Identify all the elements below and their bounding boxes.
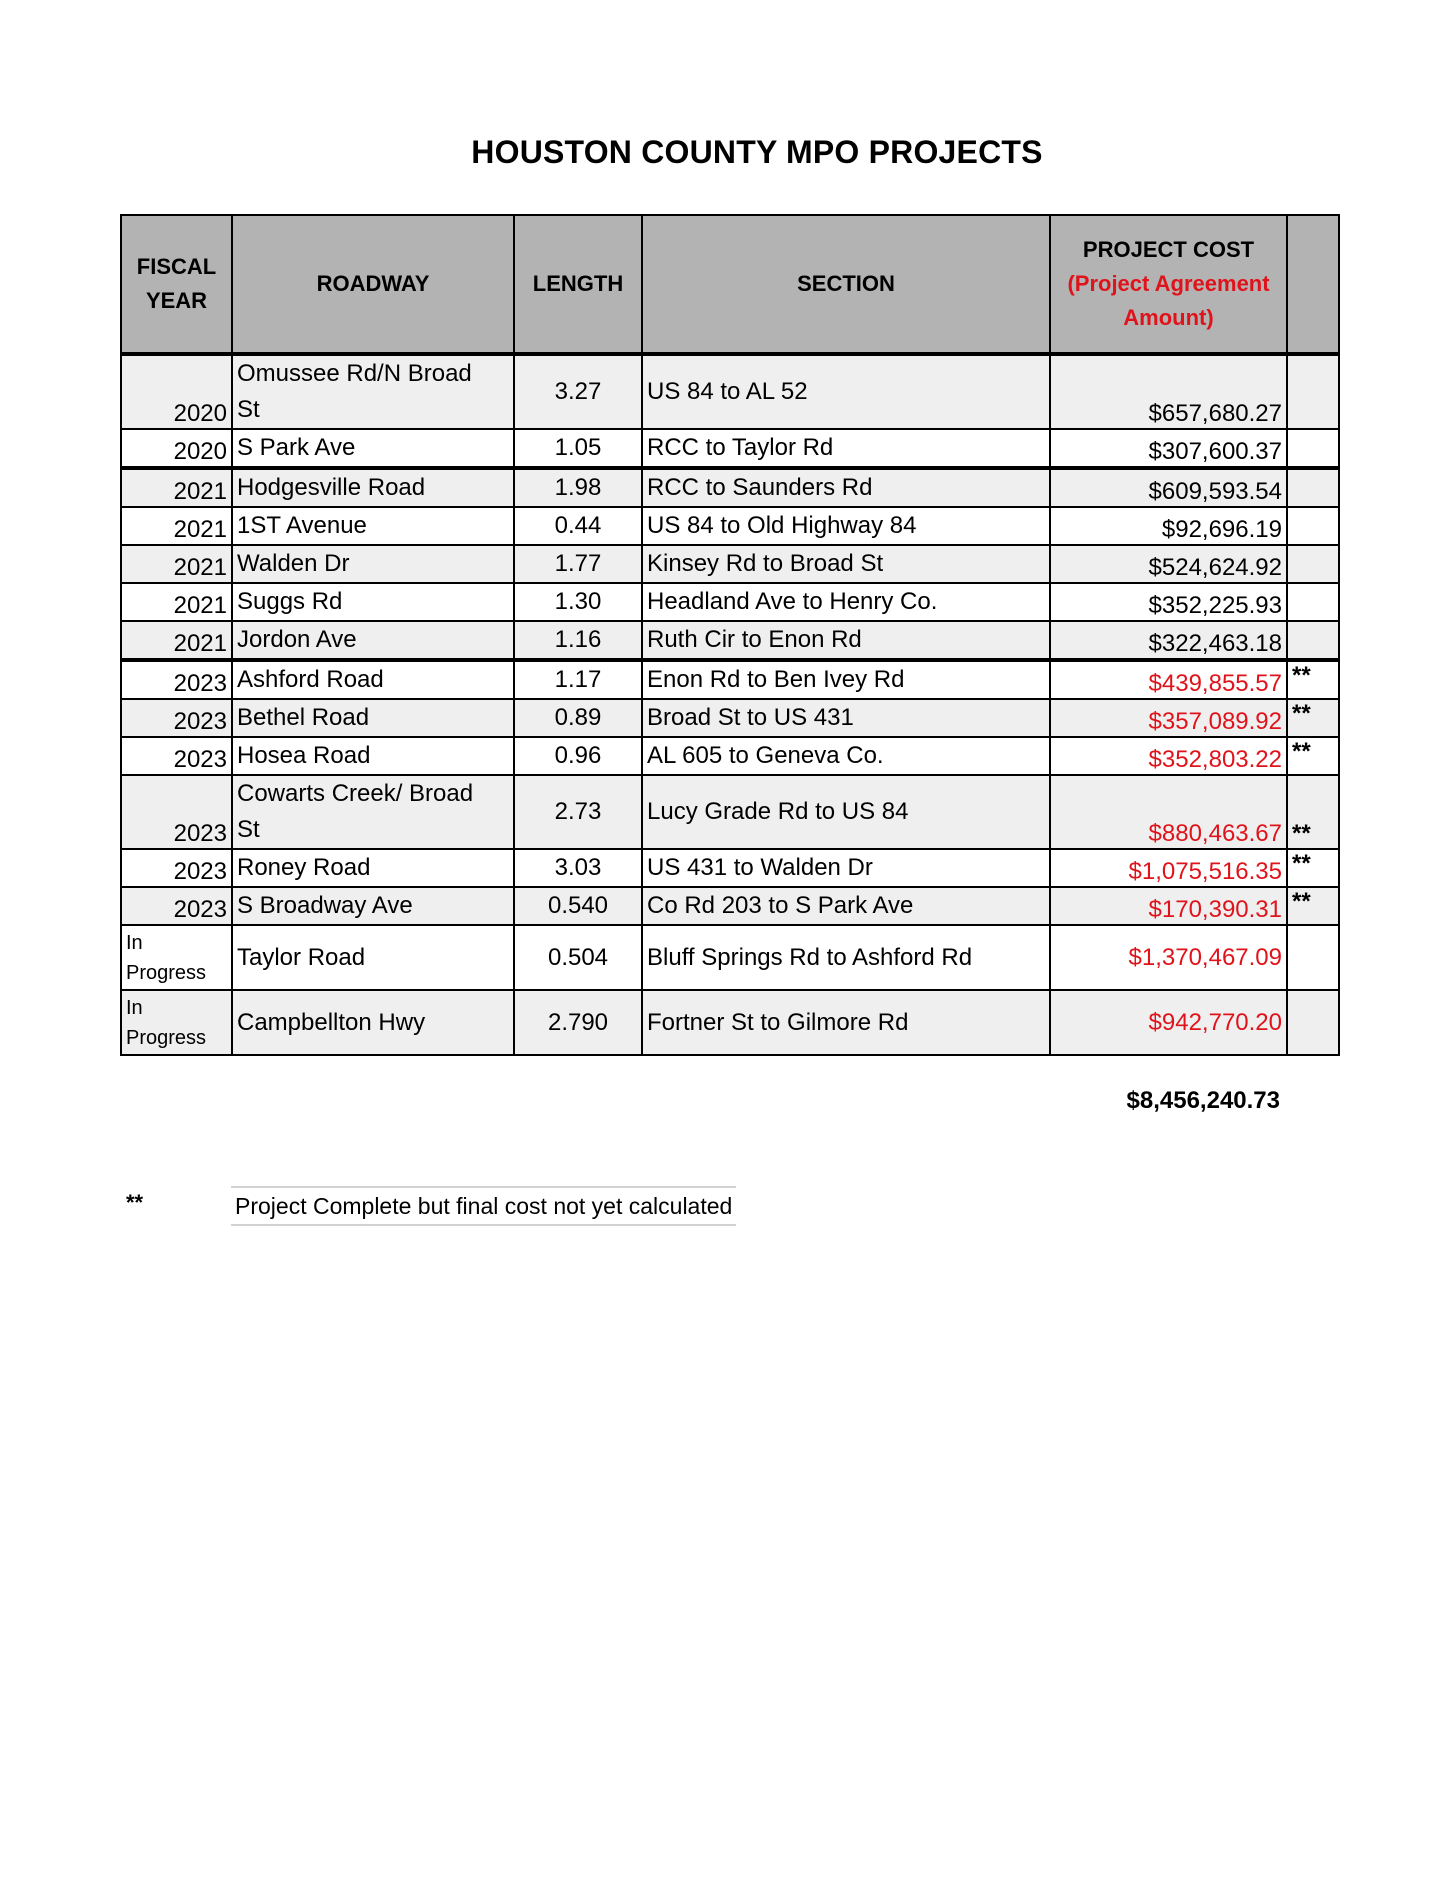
length-cell: 1.16 bbox=[514, 621, 642, 660]
header-fiscal-line1: FISCAL bbox=[136, 254, 217, 279]
fiscal-year-cell: 2021 bbox=[121, 468, 232, 507]
table-row bbox=[121, 507, 1339, 545]
length-cell: 0.540 bbox=[514, 887, 642, 925]
length-cell: 2.73 bbox=[514, 775, 642, 849]
roadway-cell: Jordon Ave bbox=[232, 621, 514, 660]
table-row bbox=[121, 583, 1339, 621]
mark-cell bbox=[1287, 925, 1339, 990]
footnote-text: Project Complete but final cost not yet calculated bbox=[231, 1186, 736, 1226]
roadway-cell bbox=[232, 354, 514, 429]
roadway-line2: St bbox=[237, 396, 260, 423]
total-cost: $8,456,240.73 bbox=[1126, 1087, 1280, 1114]
section-cell: US 84 to Old Highway 84 bbox=[642, 507, 1050, 545]
table-header-row bbox=[121, 215, 1339, 354]
table-row bbox=[121, 887, 1339, 925]
cost-cell: $657,680.27 bbox=[1050, 354, 1287, 429]
roadway-line1: Cowarts Creek/ Broad bbox=[237, 780, 474, 807]
cost-cell: $880,463.67 bbox=[1050, 775, 1287, 849]
section-cell: US 84 to AL 52 bbox=[642, 354, 1050, 429]
cost-cell: $609,593.54 bbox=[1050, 468, 1287, 507]
mark-cell: ** bbox=[1287, 737, 1339, 775]
table-row bbox=[121, 468, 1339, 507]
header-length: LENGTH bbox=[514, 215, 642, 354]
mark-cell: ** bbox=[1287, 775, 1339, 849]
fiscal-year-cell: 2023 bbox=[121, 775, 232, 849]
mark-cell: ** bbox=[1287, 887, 1339, 925]
mark-cell bbox=[1287, 354, 1339, 429]
cost-cell: $92,696.19 bbox=[1050, 507, 1287, 545]
cost-cell: $170,390.31 bbox=[1050, 887, 1287, 925]
fiscal-year-cell: 2023 bbox=[121, 737, 232, 775]
header-section: SECTION bbox=[642, 215, 1050, 354]
length-cell: 1.17 bbox=[514, 660, 642, 699]
fiscal-year-cell: 2023 bbox=[121, 849, 232, 887]
section-cell: Broad St to US 431 bbox=[642, 699, 1050, 737]
table-row bbox=[121, 849, 1339, 887]
cost-cell: $1,075,516.35 bbox=[1050, 849, 1287, 887]
length-cell: 3.03 bbox=[514, 849, 642, 887]
cost-cell: $307,600.37 bbox=[1050, 429, 1287, 468]
mark-cell bbox=[1287, 507, 1339, 545]
table-row bbox=[121, 354, 1339, 429]
fiscal-year-cell: 2020 bbox=[121, 429, 232, 468]
table-row bbox=[121, 621, 1339, 660]
roadway-cell: Taylor Road bbox=[232, 925, 514, 990]
roadway-cell: Bethel Road bbox=[232, 699, 514, 737]
cost-cell: $942,770.20 bbox=[1050, 990, 1287, 1055]
length-cell: 0.89 bbox=[514, 699, 642, 737]
section-cell: RCC to Saunders Rd bbox=[642, 468, 1050, 507]
table-row bbox=[121, 545, 1339, 583]
header-roadway: ROADWAY bbox=[232, 215, 514, 354]
cost-cell: $352,803.22 bbox=[1050, 737, 1287, 775]
section-cell: Enon Rd to Ben Ivey Rd bbox=[642, 660, 1050, 699]
cost-cell: $322,463.18 bbox=[1050, 621, 1287, 660]
header-project-cost bbox=[1050, 215, 1287, 354]
fiscal-year-line2: Progress bbox=[126, 1026, 207, 1049]
projects-table bbox=[120, 214, 1340, 1056]
fiscal-year-cell: 2021 bbox=[121, 507, 232, 545]
section-cell: Kinsey Rd to Broad St bbox=[642, 545, 1050, 583]
mark-cell bbox=[1287, 990, 1339, 1055]
roadway-line2: St bbox=[237, 816, 260, 843]
cost-cell: $357,089.92 bbox=[1050, 699, 1287, 737]
footnote-mark: ** bbox=[126, 1190, 144, 1215]
roadway-cell bbox=[232, 775, 514, 849]
table-row bbox=[121, 925, 1339, 990]
header-fiscal-year bbox=[121, 215, 232, 354]
cost-cell: $1,370,467.09 bbox=[1050, 925, 1287, 990]
roadway-line1: Omussee Rd/N Broad bbox=[237, 360, 472, 387]
section-cell: Ruth Cir to Enon Rd bbox=[642, 621, 1050, 660]
mark-cell bbox=[1287, 621, 1339, 660]
length-cell: 0.96 bbox=[514, 737, 642, 775]
roadway-cell: Hodgesville Road bbox=[232, 468, 514, 507]
roadway-cell: Roney Road bbox=[232, 849, 514, 887]
table-row bbox=[121, 737, 1339, 775]
section-cell: AL 605 to Geneva Co. bbox=[642, 737, 1050, 775]
table-row bbox=[121, 775, 1339, 849]
mark-cell bbox=[1287, 429, 1339, 468]
fiscal-year-cell bbox=[121, 925, 232, 990]
roadway-cell: S Park Ave bbox=[232, 429, 514, 468]
cost-cell: $524,624.92 bbox=[1050, 545, 1287, 583]
length-cell: 1.98 bbox=[514, 468, 642, 507]
header-cost-line1: PROJECT COST bbox=[1082, 237, 1255, 262]
fiscal-year-cell: 2023 bbox=[121, 699, 232, 737]
table-row bbox=[121, 990, 1339, 1055]
section-cell: US 431 to Walden Dr bbox=[642, 849, 1050, 887]
fiscal-year-cell: 2020 bbox=[121, 354, 232, 429]
section-cell: Bluff Springs Rd to Ashford Rd bbox=[642, 925, 1050, 990]
length-cell: 2.790 bbox=[514, 990, 642, 1055]
header-cost-line3: Amount) bbox=[1123, 305, 1214, 330]
section-cell: Headland Ave to Henry Co. bbox=[642, 583, 1050, 621]
fiscal-year-line2: Progress bbox=[126, 961, 207, 984]
roadway-cell: 1ST Avenue bbox=[232, 507, 514, 545]
length-cell: 3.27 bbox=[514, 354, 642, 429]
roadway-cell: Campbellton Hwy bbox=[232, 990, 514, 1055]
length-cell: 0.504 bbox=[514, 925, 642, 990]
roadway-cell: S Broadway Ave bbox=[232, 887, 514, 925]
roadway-cell: Walden Dr bbox=[232, 545, 514, 583]
table-row bbox=[121, 699, 1339, 737]
mark-cell bbox=[1287, 583, 1339, 621]
roadway-cell: Ashford Road bbox=[232, 660, 514, 699]
header-mark bbox=[1287, 215, 1339, 354]
mark-cell bbox=[1287, 545, 1339, 583]
roadway-cell: Suggs Rd bbox=[232, 583, 514, 621]
table-row bbox=[121, 660, 1339, 699]
fiscal-year-line1: In bbox=[126, 996, 143, 1019]
fiscal-year-cell: 2021 bbox=[121, 621, 232, 660]
fiscal-year-cell bbox=[121, 990, 232, 1055]
page-title: HOUSTON COUNTY MPO PROJECTS bbox=[471, 134, 1043, 170]
mark-cell bbox=[1287, 468, 1339, 507]
mark-cell: ** bbox=[1287, 660, 1339, 699]
table-row bbox=[121, 429, 1339, 468]
length-cell: 0.44 bbox=[514, 507, 642, 545]
cost-cell: $352,225.93 bbox=[1050, 583, 1287, 621]
section-cell: Lucy Grade Rd to US 84 bbox=[642, 775, 1050, 849]
length-cell: 1.05 bbox=[514, 429, 642, 468]
fiscal-year-cell: 2023 bbox=[121, 887, 232, 925]
fiscal-year-cell: 2021 bbox=[121, 545, 232, 583]
mark-cell: ** bbox=[1287, 849, 1339, 887]
cost-cell: $439,855.57 bbox=[1050, 660, 1287, 699]
section-cell: Fortner St to Gilmore Rd bbox=[642, 990, 1050, 1055]
header-fiscal-line2: YEAR bbox=[145, 288, 208, 313]
fiscal-year-cell: 2021 bbox=[121, 583, 232, 621]
length-cell: 1.30 bbox=[514, 583, 642, 621]
fiscal-year-line1: In bbox=[126, 931, 143, 954]
roadway-cell: Hosea Road bbox=[232, 737, 514, 775]
mark-cell: ** bbox=[1287, 699, 1339, 737]
header-cost-line2: (Project Agreement bbox=[1067, 271, 1270, 296]
length-cell: 1.77 bbox=[514, 545, 642, 583]
fiscal-year-cell: 2023 bbox=[121, 660, 232, 699]
section-cell: Co Rd 203 to S Park Ave bbox=[642, 887, 1050, 925]
section-cell: RCC to Taylor Rd bbox=[642, 429, 1050, 468]
